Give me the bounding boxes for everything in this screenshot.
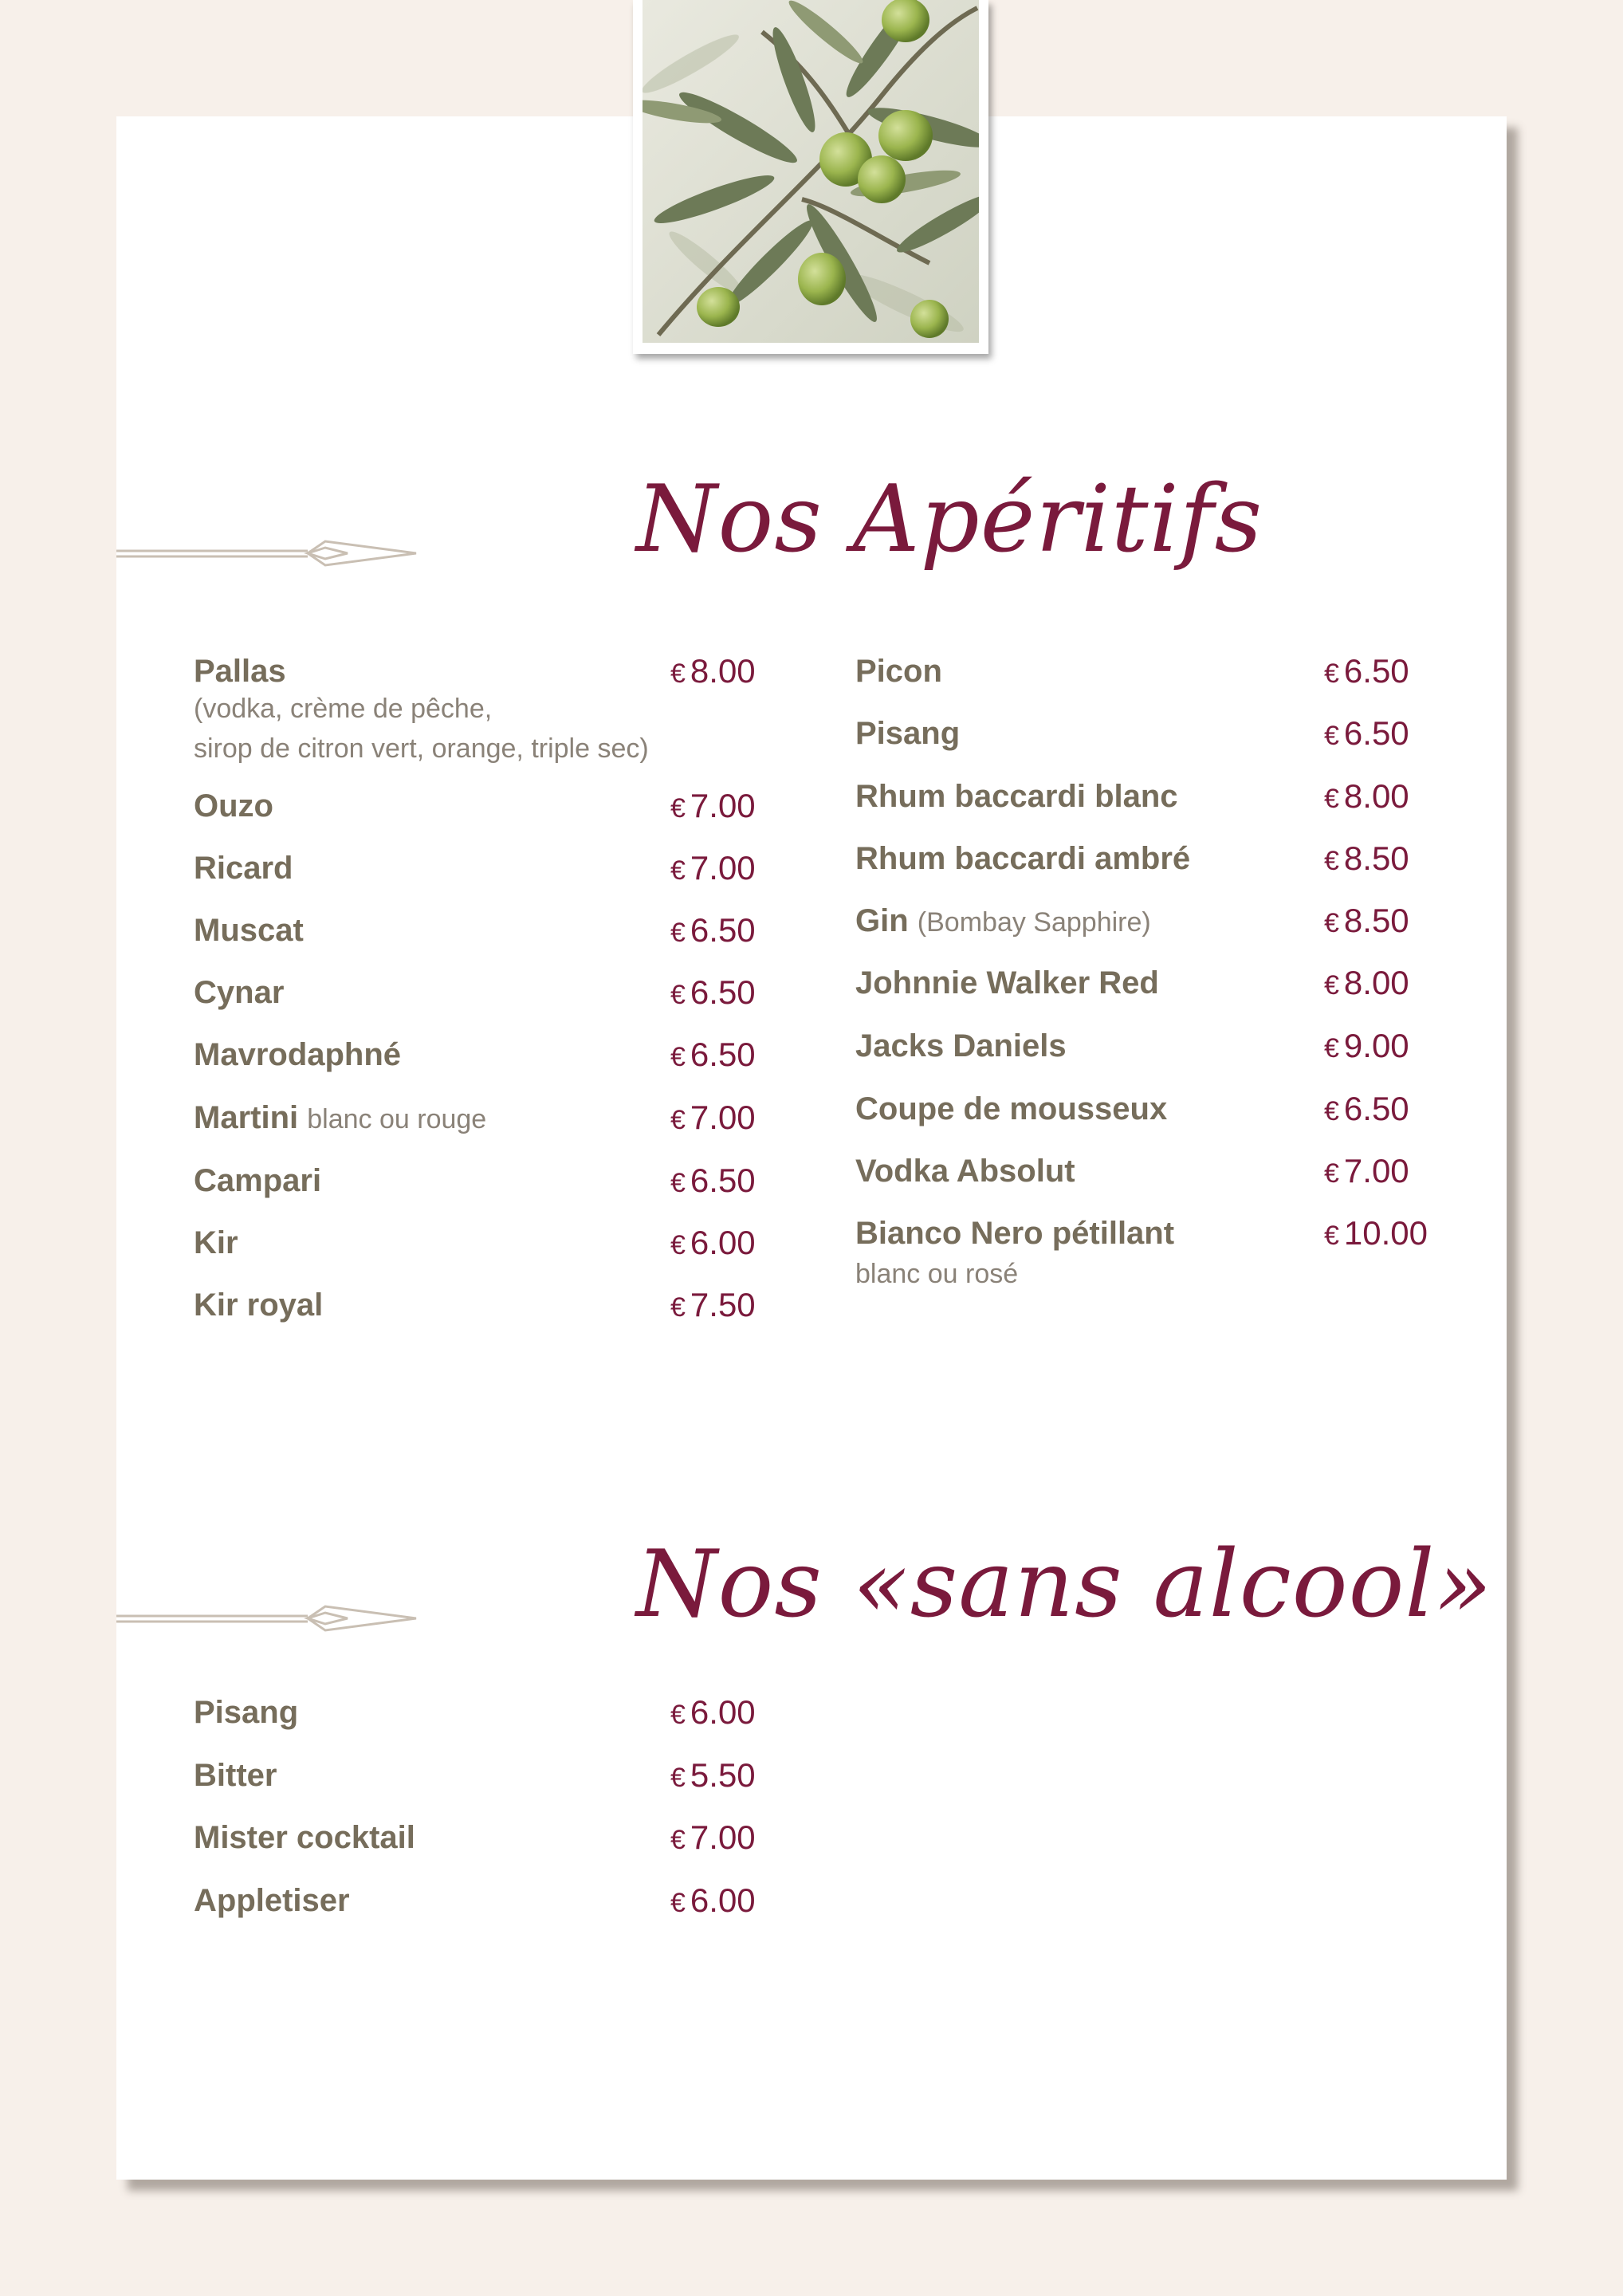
arrow-divider-icon [116,538,419,570]
item-name: Pisang [855,716,961,751]
menu-item-appletiser [194,1881,768,1920]
menu-item-campari [194,1162,768,1200]
menu-item-mister-cocktail [194,1818,768,1857]
item-price: € 6.00 [670,1881,756,1919]
menu-item-kir-royal [194,1286,768,1324]
menu-item-pisang-sans [194,1693,768,1732]
item-price: € 6.50 [670,1036,756,1073]
item-price: € 7.00 [1324,1152,1409,1189]
menu-item-kir [194,1224,768,1262]
item-name: Cynar [194,975,285,1010]
item-price: € 8.00 [670,652,756,690]
item-name: Pallas [194,654,286,689]
item-name: Mister cocktail [194,1820,415,1855]
item-price: € 5.50 [670,1756,756,1794]
item-name: Ricard [194,851,293,886]
menu-item-martini [194,1099,768,1137]
item-name: Ouzo [194,788,273,824]
menu-item-pallas [194,652,768,769]
item-price: € 6.50 [1324,714,1409,752]
item-price: € 7.00 [670,1099,756,1136]
item-description: blanc ou rosé [855,1259,1019,1289]
item-price: € 9.00 [1324,1027,1409,1064]
item-price: € 7.00 [670,787,756,824]
menu-item-rhum-blanc [855,777,1461,816]
item-price: € 8.00 [1324,964,1409,1001]
item-name: Rhum baccardi ambré [855,841,1191,876]
item-price: € 6.50 [670,973,756,1011]
item-description: (vodka, crème de pêche, sirop de citron vert, orange, triple sec) [194,694,649,764]
item-price: € 7.00 [670,1818,756,1856]
item-name: Kir [194,1225,238,1260]
menu-item-ricard [194,849,768,887]
item-price: € 8.50 [1324,839,1409,877]
item-note: blanc ou rouge [307,1104,487,1134]
item-price: € 8.50 [1324,902,1409,939]
item-name: Vodka Absolut [855,1154,1075,1189]
item-name: Coupe de mousseux [855,1091,1168,1126]
menu-item-bianco-nero [855,1214,1461,1294]
menu-item-jacks-daniels [855,1027,1461,1065]
item-price: € 6.50 [1324,1090,1409,1127]
olive-photo [633,0,988,354]
section-title-sans-alcool: Nos «sans alcool» [636,1531,1493,1638]
menu-item-coupe-mousseux [855,1090,1461,1128]
item-name: Campari [194,1163,322,1198]
item-note: (Bombay Sapphire) [917,907,1151,938]
menu-page [116,116,1507,2180]
item-price: € 7.00 [670,849,756,887]
item-name: Muscat [194,913,304,948]
menu-item-mavrodaphne [194,1036,768,1074]
item-price: € 8.00 [1324,777,1409,815]
menu-item-pisang [855,714,1461,753]
menu-item-cynar [194,973,768,1012]
menu-item-johnnie-walker [855,964,1461,1002]
menu-item-gin [855,902,1461,940]
menu-item-vodka-absolut [855,1152,1461,1190]
item-name: Kir royal [194,1288,324,1323]
item-name: Appletiser [194,1883,350,1918]
item-name: Bianco Nero pétillant [855,1216,1175,1251]
item-price: € 10.00 [1324,1214,1428,1252]
item-price: € 6.50 [670,1162,756,1199]
arrow-divider-icon [116,1603,419,1635]
item-name: Jacks Daniels [855,1028,1067,1063]
item-price: € 7.50 [670,1286,756,1323]
item-name: Picon [855,654,942,689]
item-name: Johnnie Walker Red [855,965,1159,1001]
menu-item-rhum-ambre [855,839,1461,878]
menu-item-ouzo [194,787,768,825]
item-name: Bitter [194,1758,277,1793]
item-name: Mavrodaphné [194,1037,402,1072]
olive-branch-image [643,0,979,343]
item-price: € 6.50 [670,911,756,949]
menu-item-muscat [194,911,768,949]
item-name: Martini blanc ou rouge [194,1100,487,1135]
section-title-aperitifs: Nos Apéritifs [636,466,1263,573]
menu-item-picon [855,652,1461,690]
menu-item-bitter [194,1756,768,1795]
item-price: € 6.00 [670,1224,756,1261]
item-price: € 6.00 [670,1693,756,1731]
item-price: € 6.50 [1324,652,1409,690]
item-name: Pisang [194,1695,299,1730]
item-name: Gin (Bombay Sapphire) [855,903,1151,938]
item-name: Rhum baccardi blanc [855,779,1178,814]
